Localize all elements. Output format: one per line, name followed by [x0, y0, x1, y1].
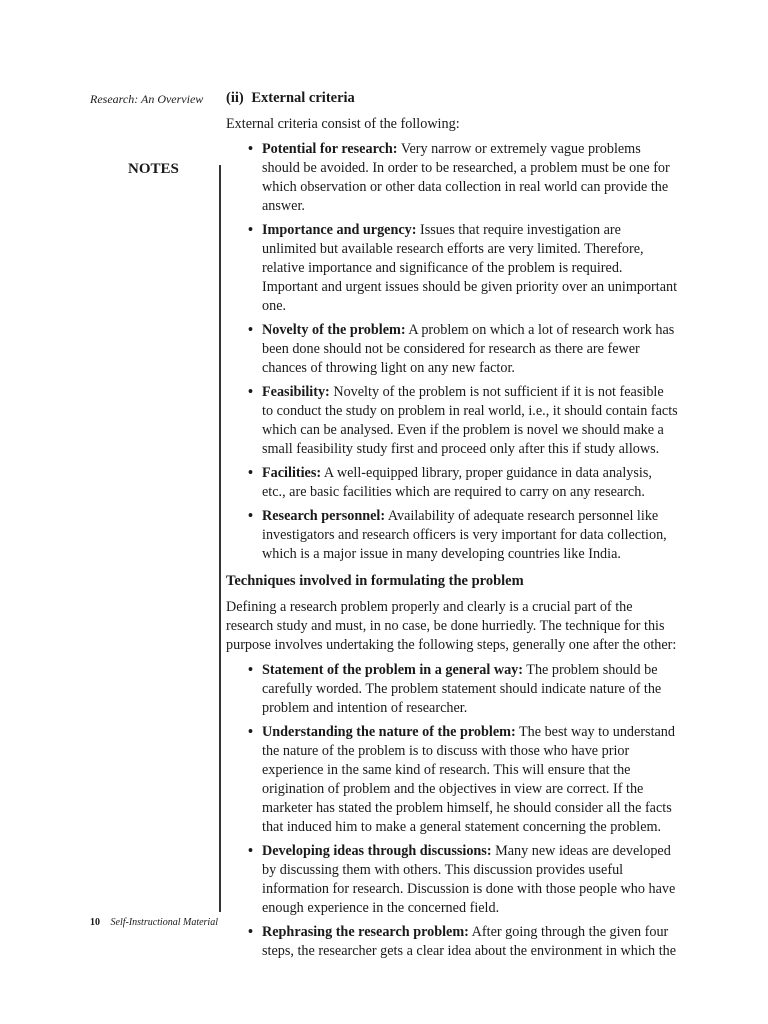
bullet-icon: • [248, 465, 253, 481]
criteria-list [226, 140, 678, 564]
item-term: Potential for research: [262, 141, 398, 157]
list-item [226, 221, 678, 316]
bullet-icon: • [248, 724, 253, 740]
item-text: Very narrow or extremely vague problems should be avoided. In order to be researched, a problem must be one for which observation or other data collection in real world can provide the answer. [262, 141, 670, 214]
item-text: Many new ideas are developed by discussing them with others. This discussion provides useful information for research. Discussion is done with those people who have enough experience in the concerned field. [262, 843, 676, 916]
page-footer [90, 917, 218, 928]
item-term: Understanding the nature of the problem: [262, 724, 516, 740]
item-text: After going through the given four steps, the researcher gets a clear idea about the environment in which the [262, 924, 677, 959]
item-term: Research personnel: [262, 508, 386, 524]
item-text: A problem on which a lot of research work has been done should not be considered for research as there are fewer chances of throwing light on any new factor. [262, 322, 675, 376]
list-item [226, 507, 678, 564]
bullet-icon: • [248, 843, 253, 859]
bullet-icon: • [248, 508, 253, 524]
item-text: Availability of adequate research personnel like investigators and research officers is very important for data collection, which is a major issue in many developing countries like India. [262, 508, 667, 562]
item-text: Novelty of the problem is not sufficient if it is not feasible to conduct the study on problem in real world, i.e., it should contain facts which can be analysed. Even if the problem is novel we should make a small feasibility study first and proceed only after this if study allows. [262, 384, 678, 457]
item-term: Importance and urgency: [262, 222, 417, 238]
item-text: A well-equipped library, proper guidance in data analysis, etc., are basic facilities which are required to carry on any research. [262, 465, 652, 500]
item-term: Developing ideas through discussions: [262, 843, 492, 859]
item-text: The problem should be carefully worded. The problem statement should indicate nature of the problem and intention of researcher. [262, 662, 662, 716]
list-item [226, 383, 678, 459]
list-item [226, 140, 678, 216]
bullet-icon: • [248, 322, 253, 338]
item-term: Feasibility: [262, 384, 330, 400]
footer-text: Self-Instructional Material [110, 917, 218, 928]
list-item [226, 464, 678, 502]
running-head: Research: An Overview [90, 92, 204, 106]
bullet-icon: • [248, 662, 253, 678]
section-heading-techniques: Techniques involved in formulating the problem [226, 573, 524, 589]
item-term: Rephrasing the research problem: [262, 924, 469, 940]
bullet-icon: • [248, 384, 253, 400]
section-title: External criteria [251, 90, 355, 106]
page-number: 10 [90, 917, 100, 928]
list-item [226, 321, 678, 378]
bullet-icon: • [248, 222, 253, 238]
margin-rule [219, 165, 221, 912]
bullet-icon: • [248, 924, 253, 940]
section-heading-external-criteria [226, 89, 678, 108]
list-item [226, 723, 678, 837]
section-intro: External criteria consist of the following: [226, 116, 460, 132]
bullet-icon: • [248, 141, 253, 157]
list-item [226, 923, 678, 961]
section-intro: Defining a research problem properly and clearly is a crucial part of the research study and must, in no case, be done hurriedly. The technique for this purpose involves undertaking the following steps, generally one after the other: [226, 599, 677, 653]
list-item [226, 842, 678, 918]
item-term: Novelty of the problem: [262, 322, 406, 338]
techniques-list [226, 661, 678, 961]
item-term: Facilities: [262, 465, 322, 481]
list-item [226, 661, 678, 718]
notes-label: NOTES [128, 161, 179, 177]
main-content [226, 89, 678, 966]
item-text: The best way to understand the nature of the problem is to discuss with those who have prior experience in the same kind of research. This will ensure that the origination of problem and the objectives in view are correct. If the marketer has stated the problem himself, he should consider all the facts that induced him to make a general statement concerning the problem. [262, 724, 675, 835]
item-term: Statement of the problem in a general way: [262, 662, 523, 678]
section-number: (ii) [226, 90, 244, 106]
item-text: Issues that require investigation are unlimited but available research efforts are very limited. Therefore, relative importance and significance of the problem is required. Important and urgent issues should be given priority over an unimportant one. [262, 222, 678, 314]
